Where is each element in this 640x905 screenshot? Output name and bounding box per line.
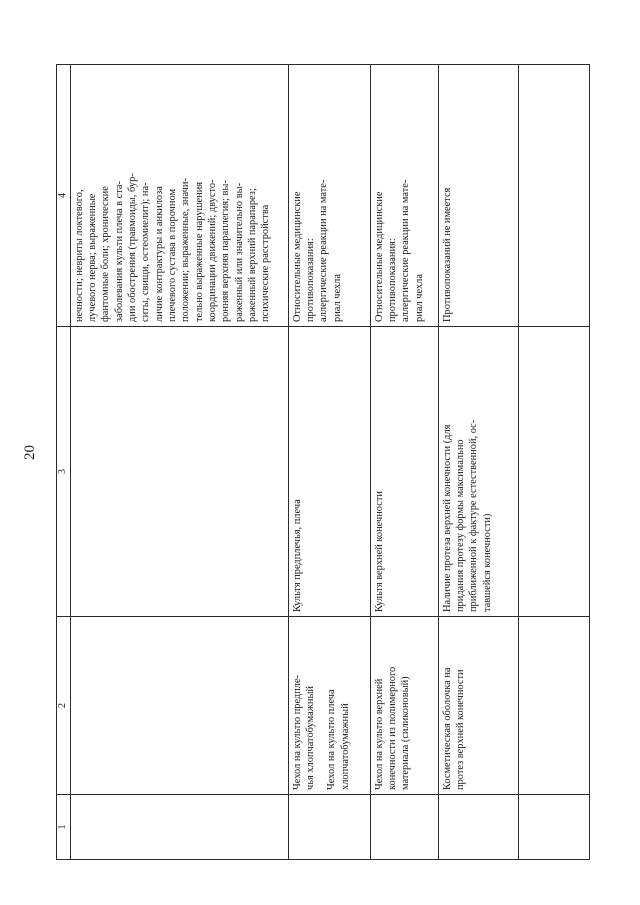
indication-cell: Культя верхней конечности [370, 327, 438, 617]
column-number-row [57, 65, 71, 860]
table-cell [288, 795, 370, 860]
column-number: 3 [57, 327, 71, 617]
indication-cell: Наличие протеза верхней конечности (для придания протезу формы максимально приближенной к фактуре естественной, ос- тавшейся конечности) [438, 327, 518, 617]
table-cell [370, 795, 438, 860]
product-name: Чехол на культю верхней конечности из полимерного материала (силиконовый) [373, 666, 412, 790]
product-name: Чехол на культю предпле- чья хлопчатобумажный [291, 674, 317, 790]
product-name-cell [438, 617, 518, 795]
indication-cell: Культя предплечья, плеча [288, 327, 370, 617]
table-row [288, 65, 370, 860]
table-cell [438, 795, 518, 860]
contraindications-cell: Относительные медицинские противопоказания: аллергические реакции на мате- риал чехла [370, 65, 438, 327]
contraindications-cell: Относительные медицинские противопоказания: аллергические реакции на мате- риал чехла [288, 65, 370, 327]
column-number: 4 [57, 65, 71, 327]
table-cell [518, 327, 589, 617]
table-cell [518, 795, 589, 860]
contraindications-table [56, 64, 590, 860]
column-number: 1 [57, 795, 71, 860]
product-name-cell [370, 617, 438, 795]
product-name-cell [288, 617, 370, 795]
contraindications-cell: Противопоказаний не имеется [438, 65, 518, 327]
rotated-document-page [20, 20, 620, 885]
column-number: 2 [57, 617, 71, 795]
table-cell [70, 327, 288, 617]
contraindications-cell: нечности; невриты локтевого, лучевого нерва; выраженные фантомные боли; хронические заболевания культи плеча в ста- дии обострения (травмоиды, бур- ситы, свищи, остеомиелит); на- личие контрактуры и анкилоза плечевого сустава в порочном положении; выраженные, значи- тельно выраженные нарушения координации движений; двусто- ронняя верхняя параплегия; вы- раженный или значительно вы- раженный верхний парапарез; психические расстройства [70, 65, 288, 327]
table-row [370, 65, 438, 860]
table-cell [518, 65, 589, 327]
table-cell [70, 617, 288, 795]
page-number: 20 [22, 445, 38, 460]
product-name: Чехол на культю плеча хлопчатобумажный [326, 689, 351, 790]
table-cell [518, 617, 589, 795]
table-row [70, 65, 288, 860]
table-row [438, 65, 518, 860]
product-name: Косметическая оболочка на протез верхней конечности [441, 667, 467, 790]
table-row [518, 65, 589, 860]
table-cell [70, 795, 288, 860]
